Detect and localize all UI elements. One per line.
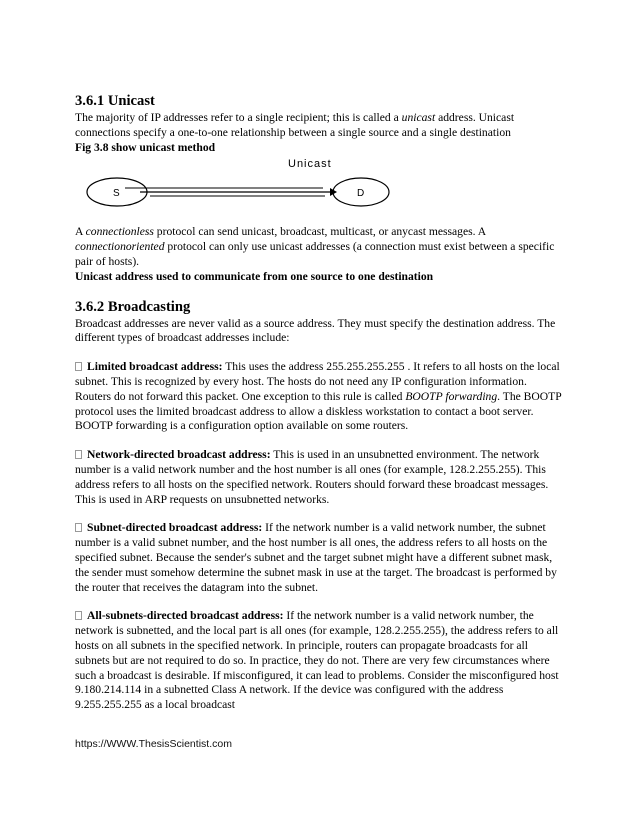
list-item — [75, 521, 565, 595]
list-item — [75, 448, 565, 507]
list-item — [75, 609, 565, 713]
figure-caption: Fig 3.8 show unicast method — [75, 140, 216, 154]
broadcast-intro: Broadcast addresses are never valid as a source address. They must specify the destination address. The different types of broadcast addresses include: — [75, 316, 556, 345]
section-heading-broadcasting: 3.6.2 Broadcasting — [75, 298, 191, 315]
list-item-text: This is used in an unsubnetted environment. The network number is a valid network number and the host number is all ones (for example, 128.2.255.255). This address refers to all hosts on the specified network. Routers should forward these broadcast messages. This is used in ARP requests on unsubnetted networks. — [75, 448, 549, 506]
unicast-intro-text-2: address. Unicast connections specify a one-to-one relationship between a single source and a single destination — [75, 111, 515, 139]
list-item-text: This uses the address 255.255.255.255 . It refers to all hosts on the local subnet. This is recognized by every host. The hosts do not need any IP configuration information. Routers do not forward this packet. One exception to this rule is called — [75, 360, 560, 403]
list-item-text: If the network number is a valid network number, the subnet number is a valid subnet number, and the host number is all ones, the address refers to all hosts on the specified subnet. Because the sender's subnet and the target subnet might have a different subnet mask, the sender must somehow determine the subnet mask in use at the target. The broadcast is performed by the router that receives the datagram into the subnet. — [75, 521, 557, 594]
bullet-icon — [75, 450, 82, 459]
list-item-term: Subnet-directed broadcast address: — [87, 521, 263, 535]
list-item-text: If the network number is a valid network number, the network is subnetted, and the local part is all ones (for example, 128.2.255.255), the address refers to all hosts on all subnets in the specified network. In principle, routers can propagate broadcasts for all subnets but are not required to do so. In practice, they do not. There are very few circumstances where such a broadcast is desirable. If misconfigured, it can lead to problems. Consider the misconfigured host 9.180.214.114 in a subnetted Class A network. If the device was configured with the address 9.255.255.255 as a local broadcast — [75, 609, 559, 712]
source-node-label: S — [113, 188, 120, 200]
unicast-summary: Unicast address used to communicate from one source to one destination — [75, 269, 434, 283]
protocol-emphasis-2: connectionoriented — [75, 240, 165, 254]
unicast-intro-emphasis: unicast — [401, 111, 436, 124]
bullet-icon — [75, 611, 82, 620]
list-item — [75, 360, 565, 434]
unicast-diagram — [75, 157, 565, 219]
section-heading-unicast: 3.6.1 Unicast — [75, 93, 155, 109]
list-item-term: All-subnets-directed broadcast address: — [87, 609, 284, 623]
protocol-text-2: protocol can send unicast, broadcast, multicast, or anycast messages. A — [153, 225, 486, 239]
destination-node-label: D — [357, 188, 365, 200]
unicast-intro — [75, 111, 565, 141]
list-item-text-2: . The BOOTP protocol uses the limited broadcast address to allow a diskless workstation to contact a boot server. BOOTP forwarding is a configuration option available on some routers. — [75, 389, 562, 433]
protocol-emphasis-1: connectionless — [85, 225, 154, 239]
unicast-diagram-svg — [75, 157, 565, 219]
bullet-icon — [75, 523, 82, 532]
diagram-label: Unicast — [288, 158, 332, 171]
protocol-text-1: A — [75, 225, 86, 239]
unicast-intro-text-1: The majority of IP addresses refer to a single recipient; this is called a — [75, 111, 402, 124]
bullet-icon — [75, 362, 82, 371]
protocol-paragraph — [75, 225, 565, 269]
footer-url[interactable]: https://WWW.ThesisScientist.com — [75, 738, 232, 750]
list-item-term: Network-directed broadcast address: — [87, 448, 271, 462]
protocol-text-3: protocol can only use unicast addresses (a connection must exist between a specific pair of hosts). — [75, 240, 555, 268]
list-item-term: Limited broadcast address: — [87, 360, 223, 374]
page-content — [75, 93, 565, 713]
list-item-emphasis: BOOTP forwarding — [405, 389, 498, 403]
